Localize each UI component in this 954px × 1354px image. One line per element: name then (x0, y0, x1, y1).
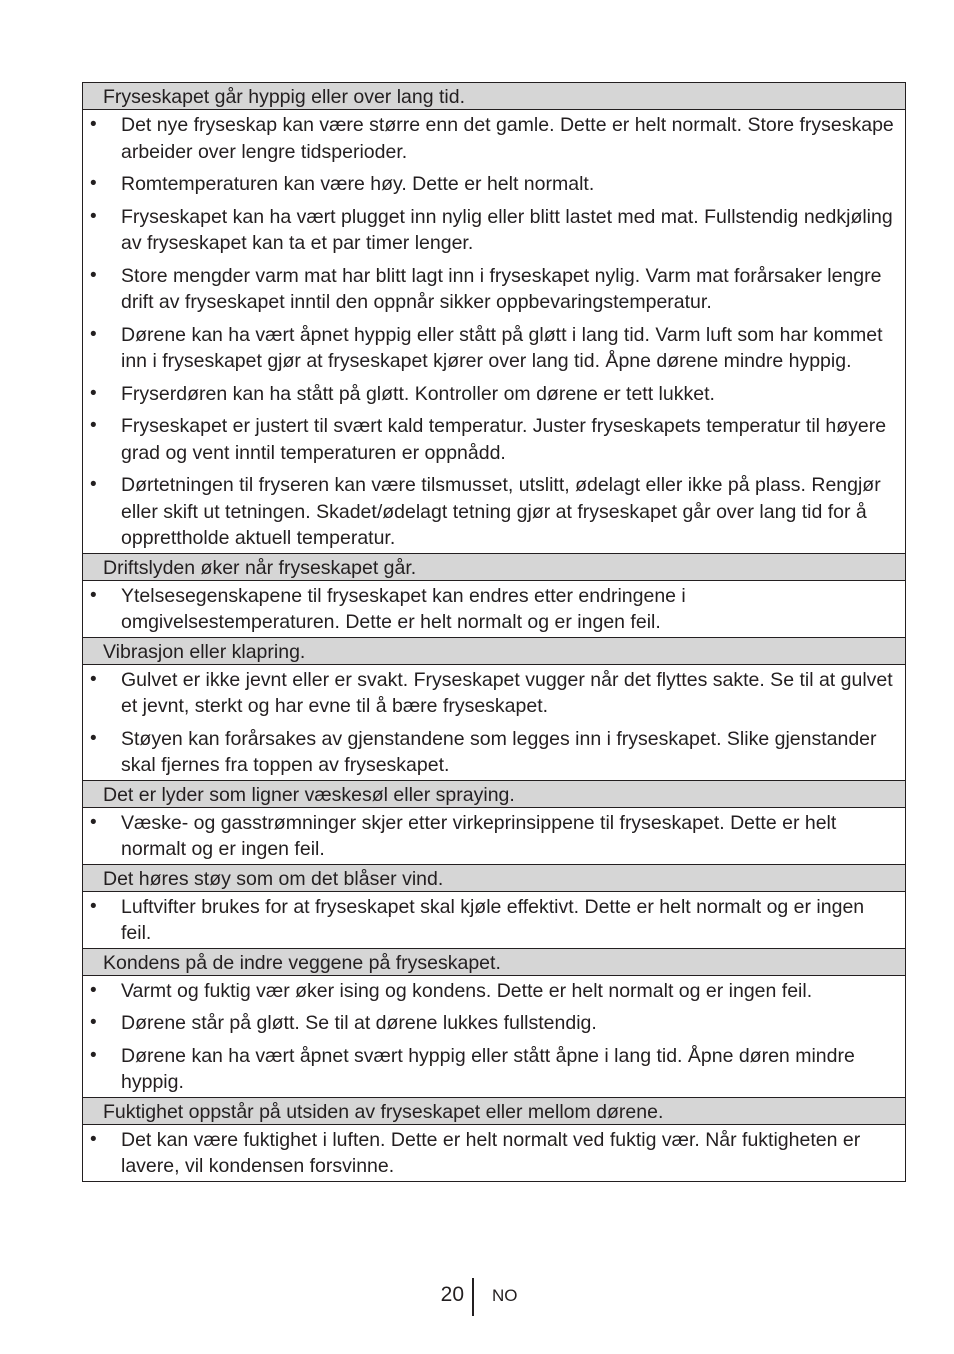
page-footer (0, 1278, 954, 1318)
section-heading: Vibrasjon eller klapring. (83, 638, 905, 665)
bullet-item (83, 381, 899, 408)
bullet-icon: • (90, 323, 97, 345)
section-heading: Fuktighet oppstår på utsiden av fryseskapet eller mellom dørene. (83, 1098, 905, 1125)
bullet-text: Det nye fryseskap kan være større enn det gamle. Dette er helt normalt. Store fryseskape arbeider over lengre tidsperioder. (121, 114, 894, 163)
bullet-text: Dørene kan ha vært åpnet hyppig eller stått på gløtt i lang tid. Varm luft som har kommet inn i fryseskapet gjør at fryseskapet kjører over lang tid. Åpne dørene mindre hyppig. (121, 323, 883, 372)
bullet-item (83, 726, 899, 779)
section-body (83, 1125, 905, 1181)
bullet-icon: • (90, 1128, 97, 1150)
section-body (83, 581, 905, 638)
section-body (83, 808, 905, 865)
bullet-text: Dørene står på gløtt. Se til at dørene lukkes fullstendig. (121, 1012, 597, 1034)
bullet-item (83, 204, 899, 257)
bullet-item (83, 978, 899, 1005)
bullet-item (83, 171, 899, 198)
bullet-text: Dørtetningen til fryseren kan være tilsmusset, utslitt, ødelagt eller ikke på plass. Rengjør eller skift ut tetningen. Skadet/ødelagt tetning gjør at fryseskapet går over lang tid for å opprettholde aktuell temperatur. (121, 474, 881, 549)
bullet-icon: • (90, 173, 97, 194)
bullet-icon: • (90, 474, 97, 495)
bullet-icon: • (90, 668, 97, 690)
bullet-icon: • (90, 811, 97, 833)
section-heading: Driftslyden øker når fryseskapet går. (83, 554, 905, 581)
bullet-item (83, 263, 899, 316)
bullet-item (83, 472, 899, 552)
bullet-icon: • (90, 727, 97, 749)
bullet-item (83, 583, 899, 636)
bullet-item (83, 322, 899, 375)
bullet-icon: • (90, 415, 97, 436)
bullet-item (83, 1043, 899, 1096)
bullet-text: Luftvifter brukes for at fryseskapet skal kjøle effektivt. Dette er helt normalt og er ingen feil. (121, 895, 865, 944)
bullet-icon: • (90, 979, 97, 1001)
bullet-item (83, 112, 899, 165)
bullet-icon: • (90, 1044, 97, 1066)
bullet-icon: • (90, 205, 97, 227)
section-body (83, 892, 905, 949)
bullet-text: Ytelsesegenskapene til fryseskapet kan endres etter endringene i omgivelsestemperaturen. Dette er helt normalt og er ingen feil. (121, 584, 686, 633)
bullet-text: Fryserdøren kan ha stått på gløtt. Kontroller om dørene er tett lukket. (121, 382, 715, 405)
bullet-icon: • (90, 895, 97, 917)
section-body (83, 665, 905, 781)
section-body (83, 110, 905, 554)
bullet-text: Gulvet er ikke jevnt eller er svakt. Fryseskapet vugger når det flyttes sakte. Se til at gulvet et jevnt, sterkt og har evne til å bære fryseskapet. (121, 668, 893, 717)
bullet-item (83, 1127, 899, 1180)
section-heading: Kondens på de indre veggene på fryseskapet. (83, 949, 905, 976)
section-heading: Det høres støy som om det blåser vind. (83, 865, 905, 892)
section-body (83, 976, 905, 1098)
section-heading: Fryseskapet går hyppig eller over lang tid. (83, 83, 905, 110)
bullet-icon: • (90, 584, 97, 606)
footer-divider (472, 1278, 474, 1316)
bullet-text: Varmt og fuktig vær øker ising og kondens. Dette er helt normalt og er ingen feil. (121, 979, 813, 1002)
section-heading: Det er lyder som ligner væskesøl eller spraying. (83, 781, 905, 808)
bullet-icon: • (90, 1012, 97, 1033)
troubleshooting-table (82, 82, 906, 1182)
page-number: 20 (440, 1283, 464, 1306)
language-code: NO (492, 1286, 518, 1305)
bullet-text: Dørene kan ha vært åpnet svært hyppig eller stått åpne i lang tid. Åpne døren mindre hyppig. (121, 1044, 855, 1093)
bullet-item (83, 894, 899, 947)
bullet-item (83, 413, 899, 466)
bullet-text: Store mengder varm mat har blitt lagt inn i fryseskapet nylig. Varm mat forårsaker lengre drift av fryseskapet inntil den oppnår sikker oppbevaringstemperatur. (121, 264, 882, 313)
bullet-text: Fryseskapet kan ha vært plugget inn nylig eller blitt lastet med mat. Fullstendig nedkjøling av fryseskapet kan ta et par timer lenger. (121, 205, 893, 254)
bullet-item (83, 667, 899, 720)
bullet-text: Det kan være fuktighet i luften. Dette er helt normalt ved fuktig vær. Når fuktigheten er lavere, vil kondensen forsvinne. (121, 1128, 861, 1177)
bullet-text: Væske- og gasstrømninger skjer etter virkeprinsippene til fryseskapet. Dette er helt normalt og er ingen feil. (121, 811, 837, 860)
bullet-icon: • (90, 114, 97, 135)
bullet-text: Fryseskapet er justert til svært kald temperatur. Juster fryseskapets temperatur til høyere grad og vent inntil temperaturen er oppnådd. (121, 415, 887, 464)
bullet-icon: • (90, 382, 97, 404)
bullet-icon: • (90, 264, 97, 286)
bullet-item (83, 810, 899, 863)
bullet-text: Støyen kan forårsakes av gjenstandene som legges inn i fryseskapet. Slike gjenstander skal fjernes fra toppen av fryseskapet. (121, 727, 877, 776)
bullet-text: Romtemperaturen kan være høy. Dette er helt normalt. (121, 173, 595, 195)
bullet-item (83, 1010, 899, 1037)
